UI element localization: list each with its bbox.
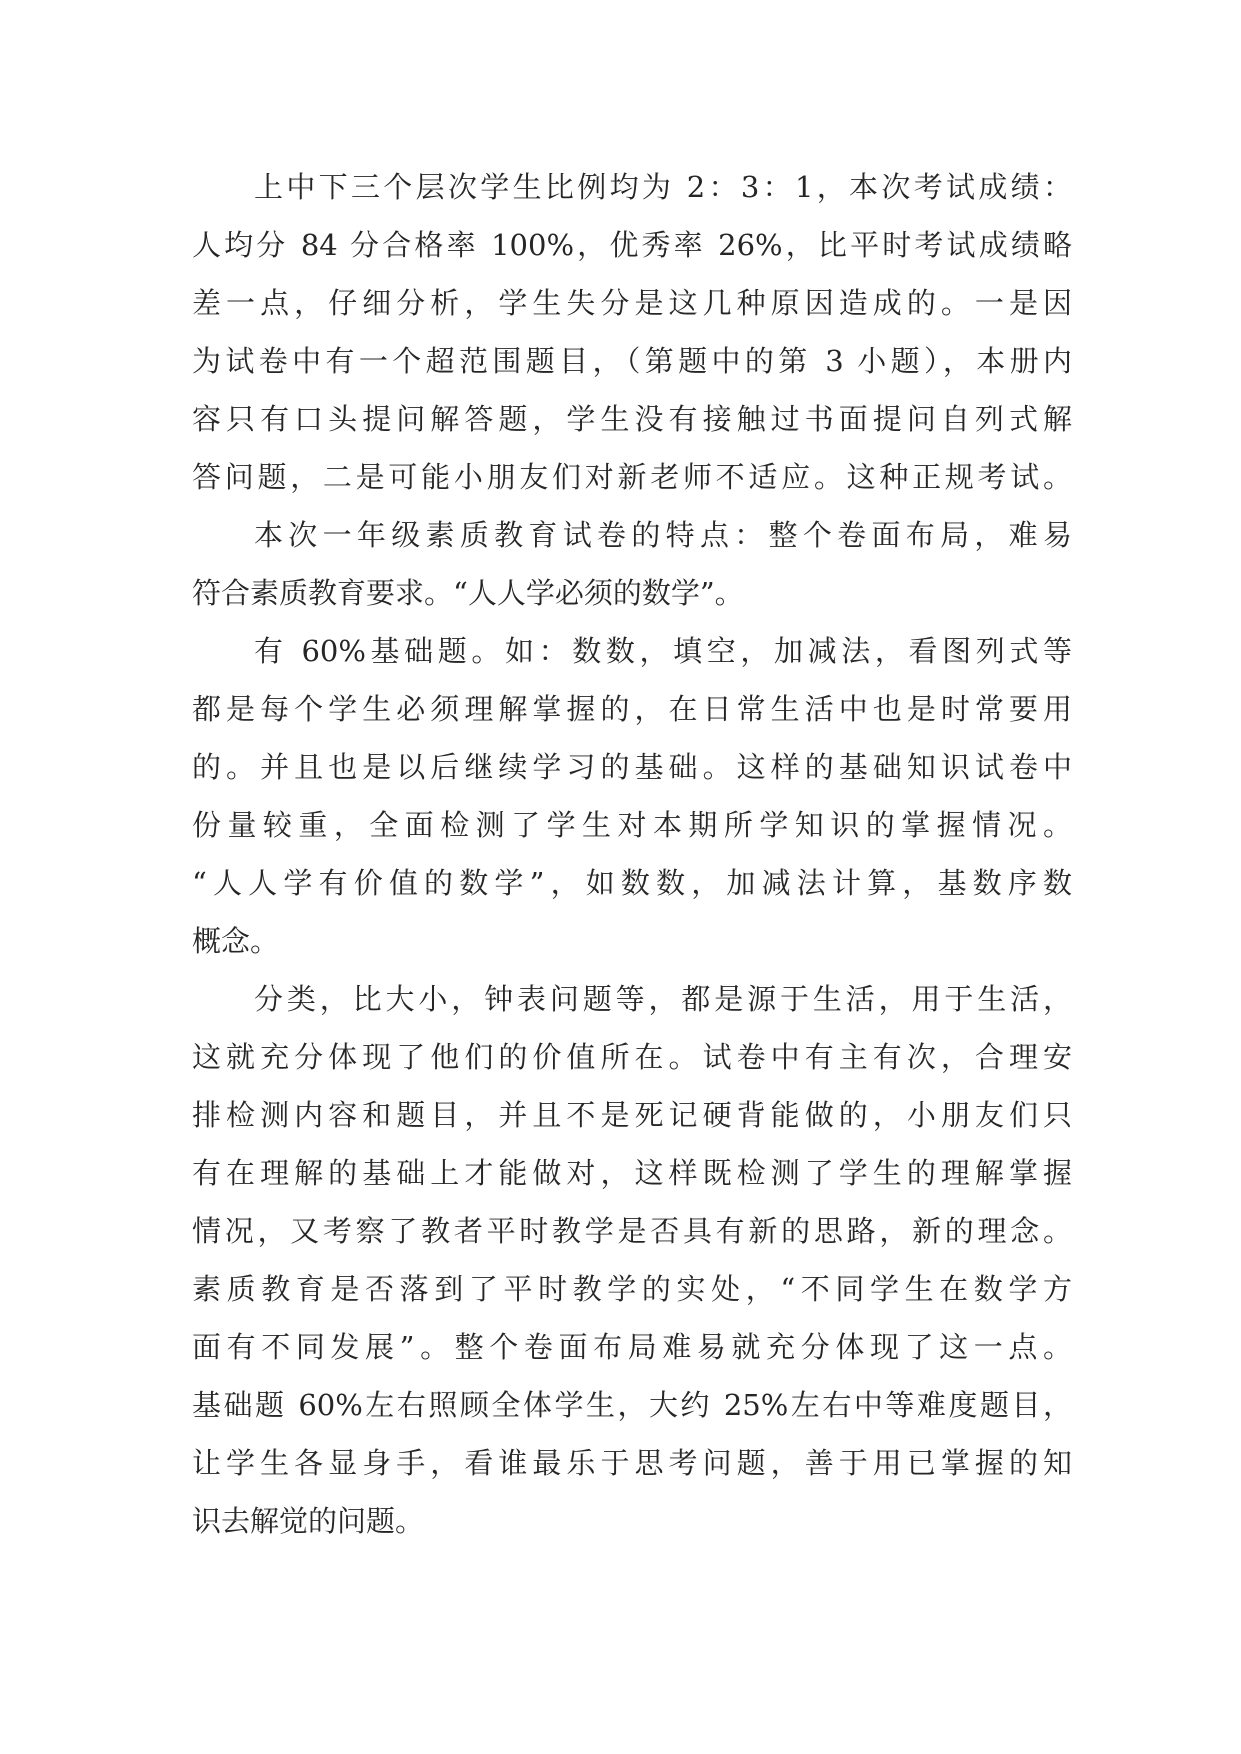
text-line: 上中下三个层次学生比例均为 2：3：1，本次考试成绩： xyxy=(254,170,1072,204)
text-line: 情况，又考察了教者平时教学是否具有新的思路，新的理念。 xyxy=(192,1214,1072,1248)
text-line: 都是每个学生必须理解掌握的，在日常生活中也是时常要用 xyxy=(192,692,1072,726)
text-line: “人人学有价值的数学”，如数数，加减法计算，基数序数 xyxy=(192,866,1072,900)
text-line: 基础题 60%左右照顾全体学生，大约 25%左右中等难度题目， xyxy=(192,1388,1072,1422)
text-line: 让学生各显身手，看谁最乐于思考问题，善于用已掌握的知 xyxy=(192,1446,1072,1480)
text-line: 有在理解的基础上才能做对，这样既检测了学生的理解掌握 xyxy=(192,1156,1072,1190)
text-line: 本次一年级素质教育试卷的特点：整个卷面布局，难易 xyxy=(254,518,1072,552)
text-line: 容只有口头提问解答题，学生没有接触过书面提问自列式解 xyxy=(192,402,1072,436)
text-line: 份量较重，全面检测了学生对本期所学知识的掌握情况。 xyxy=(192,808,1072,842)
text-line: 符合素质教育要求。“人人学必须的数学”。 xyxy=(192,576,744,610)
paragraph-exam-results xyxy=(192,158,1072,506)
paragraph-exam-features xyxy=(192,506,1072,622)
document-page xyxy=(192,158,1072,1550)
text-line: 有 60%基础题。如：数数，填空，加减法，看图列式等 xyxy=(254,634,1072,668)
text-line: 的。并且也是以后继续学习的基础。这样的基础知识试卷中 xyxy=(192,750,1072,784)
text-line: 面有不同发展”。整个卷面布局难易就充分体现了这一点。 xyxy=(192,1330,1072,1364)
text-line: 概念。 xyxy=(192,924,280,958)
text-line: 为试卷中有一个超范围题目，（第题中的第 3 小题），本册内 xyxy=(192,344,1072,378)
text-line: 答问题，二是可能小朋友们对新老师不适应。这种正规考试。 xyxy=(192,460,1072,494)
text-line: 差一点，仔细分析，学生失分是这几种原因造成的。一是因 xyxy=(192,286,1072,320)
text-line: 这就充分体现了他们的价值所在。试卷中有主有次，合理安 xyxy=(192,1040,1072,1074)
paragraph-basic-questions xyxy=(192,622,1072,970)
text-line: 识去解觉的问题。 xyxy=(192,1504,425,1538)
text-line: 排检测内容和题目，并且不是死记硬背能做的，小朋友们只 xyxy=(192,1098,1072,1132)
paragraph-life-applications xyxy=(192,970,1072,1550)
text-line: 人均分 84 分合格率 100%，优秀率 26%，比平时考试成绩略 xyxy=(192,228,1072,262)
text-line: 分类，比大小，钟表问题等，都是源于生活，用于生活， xyxy=(254,982,1072,1016)
text-line: 素质教育是否落到了平时教学的实处，“不同学生在数学方 xyxy=(192,1272,1072,1306)
